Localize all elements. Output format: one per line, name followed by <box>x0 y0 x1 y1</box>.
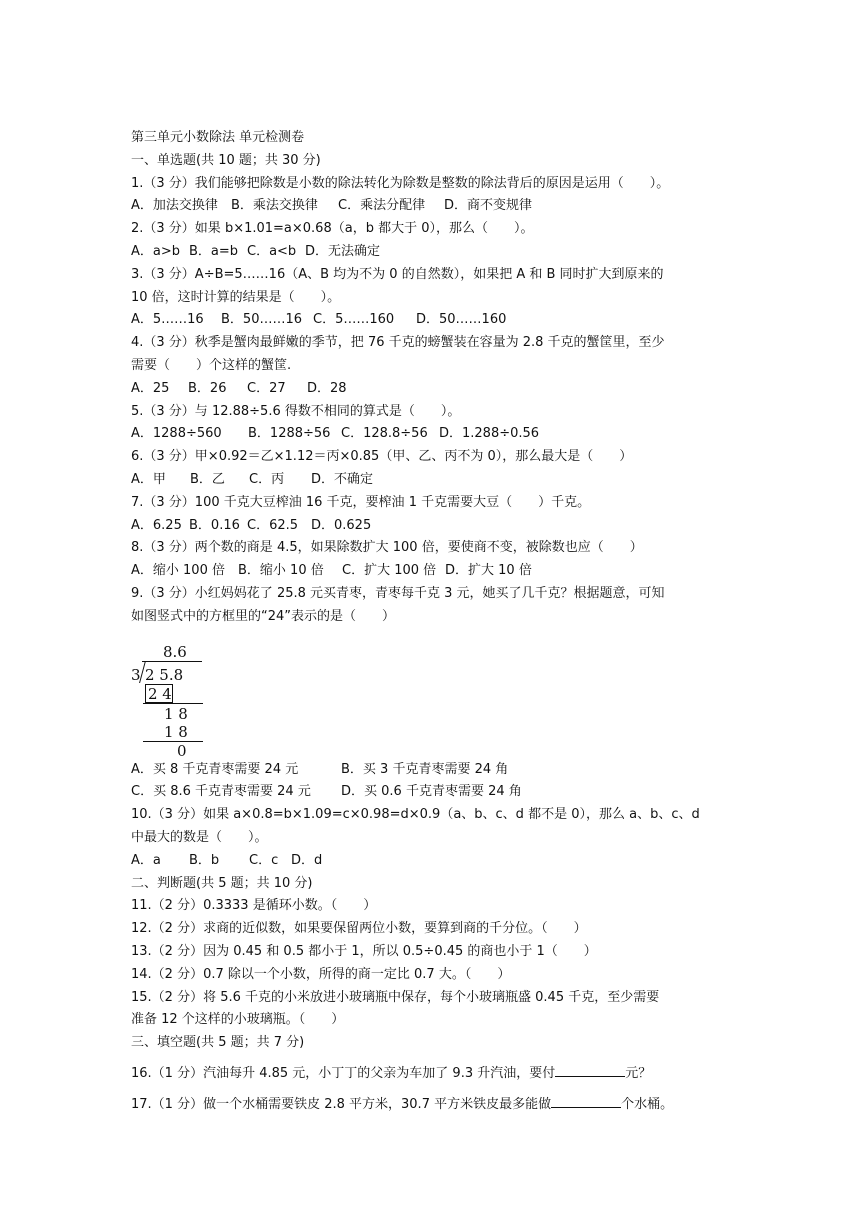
question-5: 5.（3 分）与 12.88÷5.6 得数不相同的算式是（ ）。 <box>131 403 461 419</box>
question-11: 11.（2 分）0.3333 是循环小数。（ ） <box>131 898 377 914</box>
option-b: B．b <box>189 852 220 868</box>
division-bar <box>142 661 202 662</box>
division-remainder: 0 <box>177 741 187 760</box>
option-b: B．a=b <box>189 243 239 259</box>
answer-blank[interactable] <box>551 1092 621 1108</box>
exam-title: 第三单元小数除法 单元检测卷 <box>131 130 305 145</box>
option-d: D．28 <box>307 380 347 396</box>
question-13: 13.（2 分）因为 0.45 和 0.5 都小于 1，所以 0.5÷0.45 的商也小于 1（ ） <box>131 943 597 959</box>
question-3: 3.（3 分）A÷B=5……16（A、B 均为不为 0 的自然数），如果把 A 和 B 同时扩大到原来的 <box>131 266 664 282</box>
option-d: D．商不变规律 <box>444 198 533 214</box>
option-d: D．50……160 <box>416 312 507 328</box>
question-6: 6.（3 分）甲×0.92＝乙×1.12＝丙×0.85（甲、乙、丙不为 0），那么最大是（ ） <box>131 449 633 465</box>
question-2-options <box>131 241 731 264</box>
option-c: C．128.8÷56 <box>341 426 428 442</box>
question-16-unit: 元？ <box>625 1065 652 1081</box>
option-a: A．甲 <box>131 471 166 487</box>
question-8-options <box>131 560 731 583</box>
option-d: D．扩大 10 倍 <box>445 563 532 579</box>
option-d: D．买 0.6 千克青枣需要 24 角 <box>341 784 522 800</box>
question-2: 2.（3 分）如果 b×1.01=a×0.68（a，b 都大于 0），那么（ ）。 <box>131 221 534 237</box>
option-a: A．1288÷560 <box>131 426 222 442</box>
option-a: A．a <box>131 852 161 868</box>
option-d: D．1.288÷0.56 <box>439 426 540 442</box>
option-c: C．62.5 <box>247 517 299 533</box>
question-4-cont: 需要（ ）个这样的蟹筐. <box>131 357 292 373</box>
option-b: B．26 <box>188 380 227 396</box>
option-c: C．买 8.6 千克青枣需要 24 元 <box>131 784 311 800</box>
option-d: D．无法确定 <box>305 243 381 259</box>
question-6-options <box>131 469 731 492</box>
division-dividend: 2 5.8 <box>145 665 184 684</box>
option-a: A．买 8 千克青枣需要 24 元 <box>131 761 299 777</box>
section-heading-single-choice: 一、单选题(共 10 题；共 30 分) <box>131 152 321 168</box>
question-9-options-row-1 <box>131 759 731 782</box>
option-c: C．a<b <box>247 243 297 259</box>
division-step-2: 1 8 <box>164 722 188 741</box>
question-10-cont: 中最大的数是（ ）。 <box>131 829 268 845</box>
question-3-cont: 10 倍，这时计算的结果是（ ）。 <box>131 289 341 305</box>
option-b: B．50……16 <box>221 312 303 328</box>
option-a: A．加法交换律 <box>131 198 218 214</box>
answer-blank[interactable] <box>555 1061 625 1077</box>
question-12: 12.（2 分）求商的近似数，如果要保留两位小数，要算到商的千分位。（ ） <box>131 921 587 937</box>
question-9-options-row-2 <box>131 781 731 804</box>
question-3-options <box>131 309 731 332</box>
section-heading-true-false: 二、判断题(共 5 题；共 10 分) <box>131 875 313 891</box>
question-10-options <box>131 850 731 873</box>
section-heading-fill-blank: 三、填空题(共 5 题；共 7 分) <box>131 1035 305 1051</box>
question-10: 10.（3 分）如果 a×0.8=b×1.09=c×0.98=d×0.9（a、b、c、d 都不是 0），那么 a、b、c、d <box>131 807 700 823</box>
question-1: 1.（3 分）我们能够把除数是小数的除法转化为除数是整数的除法背后的原因是运用（ ）。 <box>131 175 670 191</box>
division-divisor: 3 <box>131 665 141 684</box>
question-9: 9.（3 分）小红妈妈花了 25.8 元买青枣，青枣每千克 3 元，她买了几千克？根据题意，可知 <box>131 585 665 601</box>
boxed-value: 2 4 <box>148 684 172 703</box>
option-a: A．6.25 <box>131 517 182 533</box>
question-15: 15.（2 分）将 5.6 千克的小米放进小玻璃瓶中保存，每个小玻璃瓶盛 0.45 千克，至少需要 <box>131 989 660 1005</box>
option-b: B．乘法交换律 <box>231 198 318 214</box>
option-a: A．a>b <box>131 243 181 259</box>
long-division-figure <box>131 637 251 760</box>
option-c: C．扩大 100 倍 <box>342 563 437 579</box>
division-quotient: 8.6 <box>163 642 187 661</box>
question-17 <box>131 1092 731 1117</box>
option-b: B．0.16 <box>189 517 240 533</box>
question-7: 7.（3 分）100 千克大豆榨油 16 千克，要榨油 1 千克需要大豆（ ）千克。 <box>131 494 591 510</box>
option-a: A．5……16 <box>131 312 204 328</box>
question-9-cont: 如图竖式中的方框里的“24”表示的是（ ） <box>131 608 396 624</box>
option-a: A．缩小 100 倍 <box>131 563 225 579</box>
question-5-options <box>131 423 731 446</box>
option-b: B．买 3 千克青枣需要 24 角 <box>341 761 509 777</box>
division-step-1: 1 8 <box>164 704 188 723</box>
option-c: C．27 <box>247 380 286 396</box>
question-8: 8.（3 分）两个数的商是 4.5，如果除数扩大 100 倍，要使商不变，被除数也应（ ） <box>131 540 643 556</box>
option-b: B．缩小 10 倍 <box>238 563 324 579</box>
question-1-options <box>131 195 731 218</box>
question-15-cont: 准备 12 个这样的小玻璃瓶。（ ） <box>131 1012 345 1028</box>
question-17-text: 17.（1 分）做一个水桶需要铁皮 2.8 平方米，30.7 平方米铁皮最多能做 <box>131 1096 552 1112</box>
option-d: D．不确定 <box>311 471 374 487</box>
option-c: C．c <box>249 852 279 868</box>
option-c: C．乘法分配律 <box>338 198 426 214</box>
question-16-text: 16.（1 分）汽油每升 4.85 元，小丁丁的父亲为车加了 9.3 升汽油，要付 <box>131 1065 556 1081</box>
option-c: C．5……160 <box>313 312 395 328</box>
option-c: C．丙 <box>249 471 285 487</box>
option-d: D．0.625 <box>311 517 372 533</box>
option-d: D．d <box>291 852 323 868</box>
question-4-options <box>131 378 731 401</box>
option-b: B．乙 <box>190 471 225 487</box>
question-17-unit: 个水桶。 <box>621 1096 674 1112</box>
option-b: B．1288÷56 <box>248 426 331 442</box>
question-16 <box>131 1061 731 1086</box>
question-7-options <box>131 515 731 538</box>
question-4: 4.（3 分）秋季是蟹肉最鲜嫩的季节，把 76 千克的螃蟹装在容量为 2.8 千克的蟹筐里，至少 <box>131 335 665 351</box>
subtraction-line-2 <box>143 741 203 742</box>
question-14: 14.（2 分）0.7 除以一个小数，所得的商一定比 0.7 大。（ ） <box>131 966 511 982</box>
option-a: A．25 <box>131 380 170 396</box>
exam-content <box>131 127 731 1117</box>
